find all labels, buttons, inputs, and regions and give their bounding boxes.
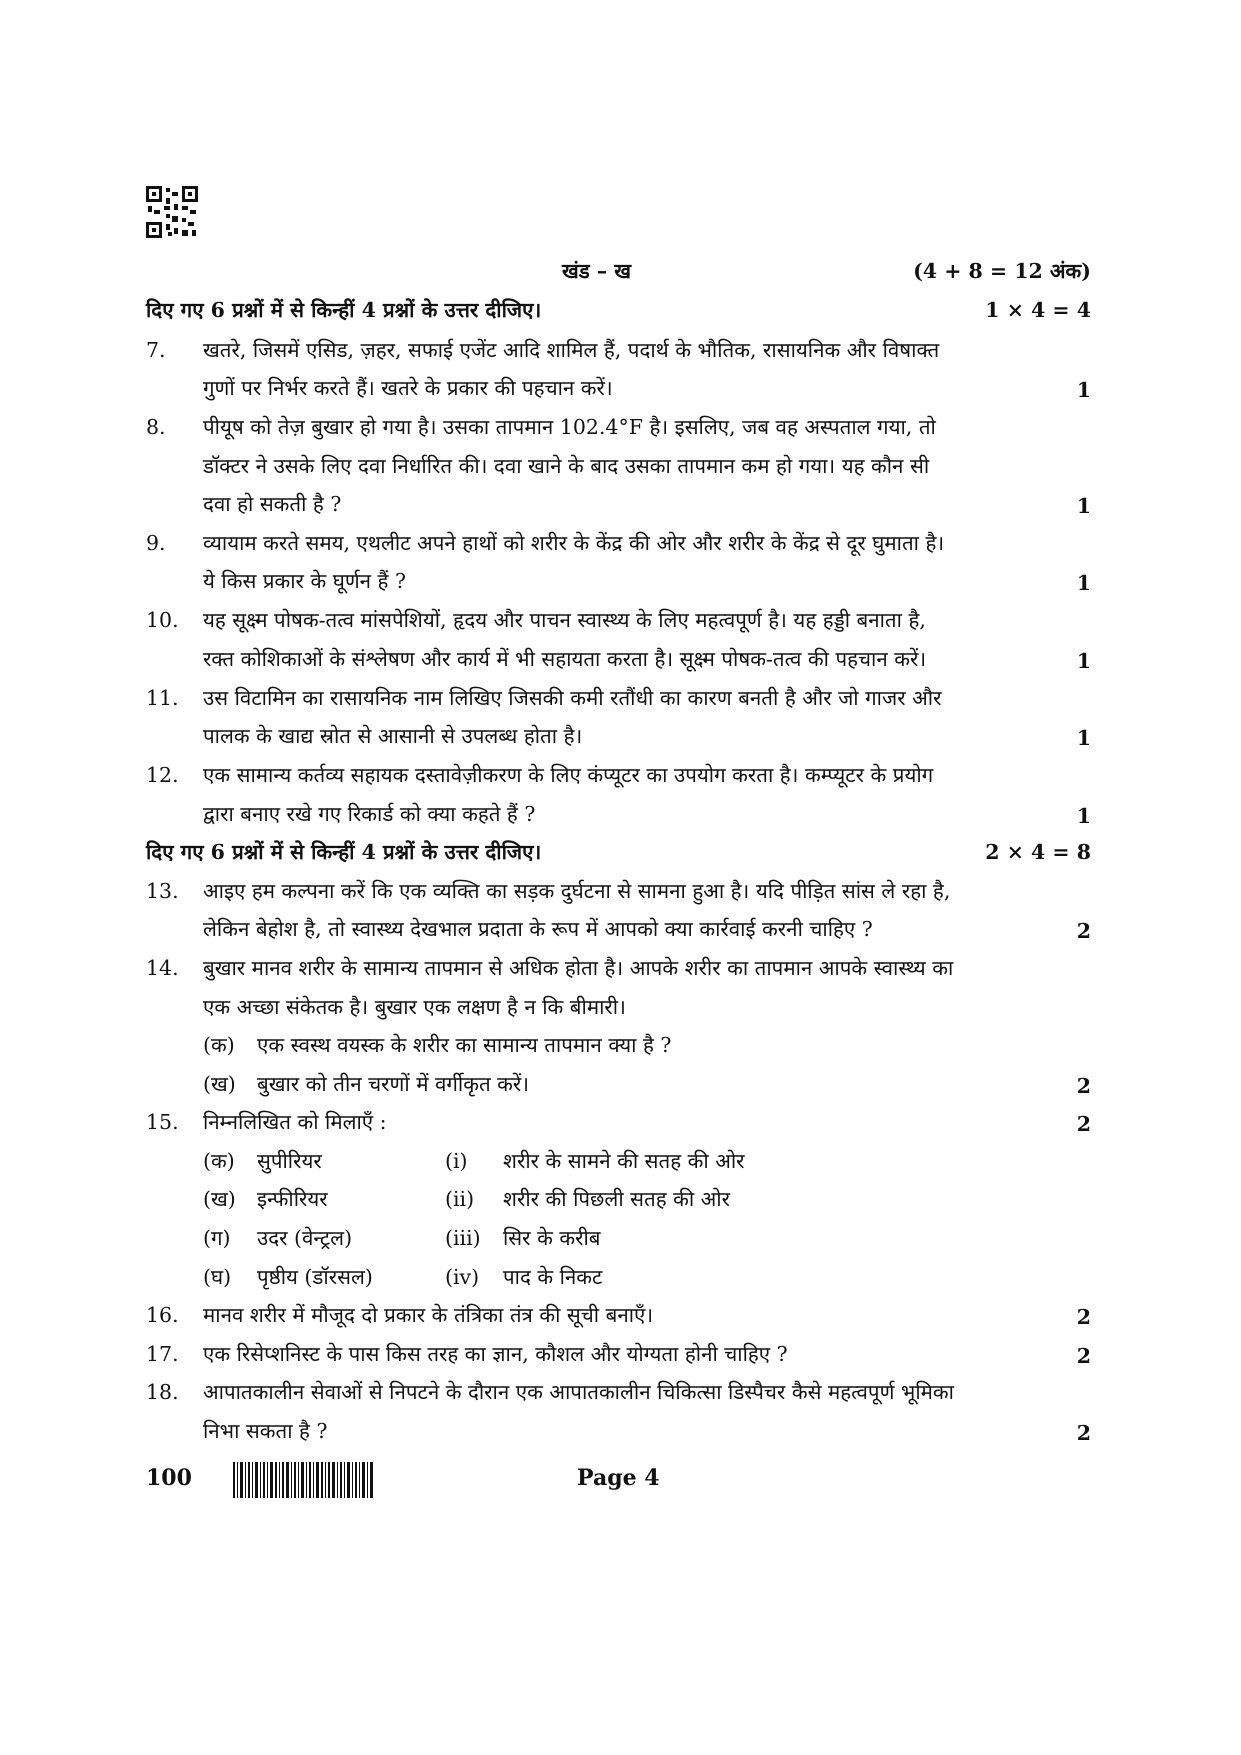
q15-row3-right-text: सिर के करीब [503, 1226, 601, 1250]
paper-code: 100 [146, 1465, 192, 1491]
q9-marks: 1 [1076, 571, 1091, 595]
q8-text-line3: दवा हो सकती है ? [203, 492, 342, 516]
q14-number: 14. [146, 956, 179, 980]
q18-text-line1: आपातकालीन सेवाओं से निपटने के दौरान एक आपातकालीन चिकित्सा डिस्पैचर कैसे महत्वपूर्ण भूमिका [203, 1380, 954, 1404]
q7-text-line1: खतरे, जिसमें एसिड, ज़हर, सफाई एजेंट आदि शामिल हैं, पदार्थ के भौतिक, रासायनिक और विषाक्त [203, 338, 940, 362]
q18-marks: 2 [1076, 1421, 1091, 1445]
q15-row4-right-label: (iv) [445, 1265, 480, 1289]
q13-marks: 2 [1076, 919, 1091, 943]
q10-marks: 1 [1076, 649, 1091, 673]
q15-row1-left-label: (क) [203, 1149, 235, 1173]
q12-number: 12. [146, 763, 179, 787]
q15-row2-left-text: इन्फीरियर [257, 1187, 328, 1211]
q16-marks: 2 [1076, 1305, 1091, 1329]
q14-text-line2: एक अच्छा संकेतक है। बुखार एक लक्षण है न कि बीमारी। [203, 995, 626, 1019]
q15-row4-right-text: पाद के निकट [503, 1265, 603, 1289]
q15-row4-left-text: पृष्ठीय (डॉरसल) [257, 1265, 373, 1289]
q14-text-line1: बुखार मानव शरीर के सामान्य तापमान से अधिक होता है। आपके शरीर का तापमान आपके स्वास्थ्य का [203, 956, 954, 980]
q12-text-line2: द्वारा बनाए रखे गए रिकार्ड को क्या कहते हैं ? [203, 802, 536, 826]
q15-row2-right-label: (ii) [445, 1187, 475, 1211]
q10-text-line2: रक्त कोशिकाओं के संश्लेषण और कार्य में भी सहायता करता है। सूक्ष्म पोषक-तत्व की पहचान करें। [203, 647, 927, 671]
q7-marks: 1 [1076, 378, 1091, 402]
q8-text-line2: डॉक्टर ने उसके लिए दवा निर्धारित की। दवा खाने के बाद उसका तापमान कम हो गया। यह कौन सी [203, 454, 930, 478]
q14-b-text: बुखार को तीन चरणों में वर्गीकृत करें। [257, 1072, 530, 1096]
q17-text-line1: एक रिसेप्शनिस्ट के पास किस तरह का ज्ञान, कौशल और योग्यता होनी चाहिए ? [203, 1342, 788, 1366]
q9-text-line2: ये किस प्रकार के घूर्णन हैं ? [203, 569, 406, 593]
q13-text-line2: लेकिन बेहोश है, तो स्वास्थ्य देखभाल प्रदाता के रूप में आपको क्या कार्रवाई करनी चाहिए ? [203, 917, 873, 941]
q15-row1-right-label: (i) [445, 1149, 468, 1173]
q14-marks: 2 [1076, 1074, 1091, 1098]
barcode-icon [233, 1462, 373, 1498]
q9-number: 9. [146, 531, 166, 555]
q15-marks: 2 [1076, 1112, 1091, 1136]
q15-row2-right-text: शरीर की पिछली सतह की ओर [503, 1187, 731, 1211]
section-marks: (4 + 8 = 12 अंक) [913, 259, 1091, 283]
group2-instruction: दिए गए 6 प्रश्नों में से किन्हीं 4 प्रश्नों के उत्तर दीजिए। [146, 840, 542, 864]
q15-row4-left-label: (घ) [203, 1265, 232, 1289]
section-title: खंड – ख [562, 259, 632, 283]
q15-row3-left-text: उदर (वेन्ट्रल) [257, 1226, 353, 1250]
q9-text-line1: व्यायाम करते समय, एथलीट अपने हाथों को शरीर के केंद्र की ओर और शरीर के केंद्र से दूर घुमाता है। [203, 531, 945, 555]
q12-text-line1: एक सामान्य कर्तव्य सहायक दस्तावेज़ीकरण के लिए कंप्यूटर का उपयोग करता है। कम्प्यूटर के प्रयोग [203, 763, 934, 787]
q11-text-line1: उस विटामिन का रासायनिक नाम लिखिए जिसकी कमी रतौंधी का कारण बनती है और जो गाजर और [203, 686, 942, 710]
q15-row1-right-text: शरीर के सामने की सतह की ओर [503, 1149, 745, 1173]
q8-number: 8. [146, 415, 166, 439]
q18-text-line2: निभा सकता है ? [203, 1419, 328, 1443]
q14-b-label: (ख) [203, 1072, 236, 1096]
q17-marks: 2 [1076, 1344, 1091, 1368]
q10-number: 10. [146, 608, 179, 632]
q15-number: 15. [146, 1110, 179, 1134]
q18-number: 18. [146, 1380, 179, 1404]
q8-text-line1: पीयूष को तेज़ बुखार हो गया है। उसका तापमान 102.4°F है। इसलिए, जब वह अस्पताल गया, तो [203, 415, 936, 439]
q15-row3-left-label: (ग) [203, 1226, 231, 1250]
group1-instruction: दिए गए 6 प्रश्नों में से किन्हीं 4 प्रश्नों के उत्तर दीजिए। [146, 298, 542, 322]
q17-number: 17. [146, 1342, 179, 1366]
q14-a-text: एक स्वस्थ वयस्क के शरीर का सामान्य तापमान क्या है ? [257, 1033, 672, 1057]
q10-text-line1: यह सूक्ष्म पोषक-तत्व मांसपेशियों, हृदय और पाचन स्वास्थ्य के लिए महत्वपूर्ण है। यह हड्डी बनाता है, [203, 608, 926, 632]
q14-a-label: (क) [203, 1033, 235, 1057]
q11-text-line2: पालक के खाद्य स्रोत से आसानी से उपलब्ध होता है। [203, 724, 583, 748]
q8-marks: 1 [1076, 494, 1091, 518]
group1-scheme: 1 × 4 = 4 [985, 298, 1091, 322]
q12-marks: 1 [1076, 804, 1091, 828]
q7-number: 7. [146, 338, 166, 362]
q13-text-line1: आइए हम कल्पना करें कि एक व्यक्ति का सड़क दुर्घटना से सामना हुआ है। यदि पीड़ित सांस ले रहा है, [203, 879, 951, 903]
q15-row2-left-label: (ख) [203, 1187, 236, 1211]
group2-scheme: 2 × 4 = 8 [985, 840, 1091, 864]
q11-number: 11. [146, 686, 179, 710]
q15-text-line1: निम्नलिखित को मिलाएँ : [203, 1110, 387, 1134]
q15-row1-left-text: सुपीरियर [257, 1149, 322, 1173]
qr-code-icon [146, 186, 198, 238]
q13-number: 13. [146, 879, 179, 903]
page-number: Page 4 [577, 1465, 660, 1491]
q15-row3-right-label: (iii) [445, 1226, 481, 1250]
q11-marks: 1 [1076, 726, 1091, 750]
q16-text-line1: मानव शरीर में मौजूद दो प्रकार के तंत्रिका तंत्र की सूची बनाएँ। [203, 1303, 654, 1327]
q7-text-line2: गुणों पर निर्भर करते हैं। खतरे के प्रकार की पहचान करें। [203, 376, 613, 400]
q16-number: 16. [146, 1303, 179, 1327]
